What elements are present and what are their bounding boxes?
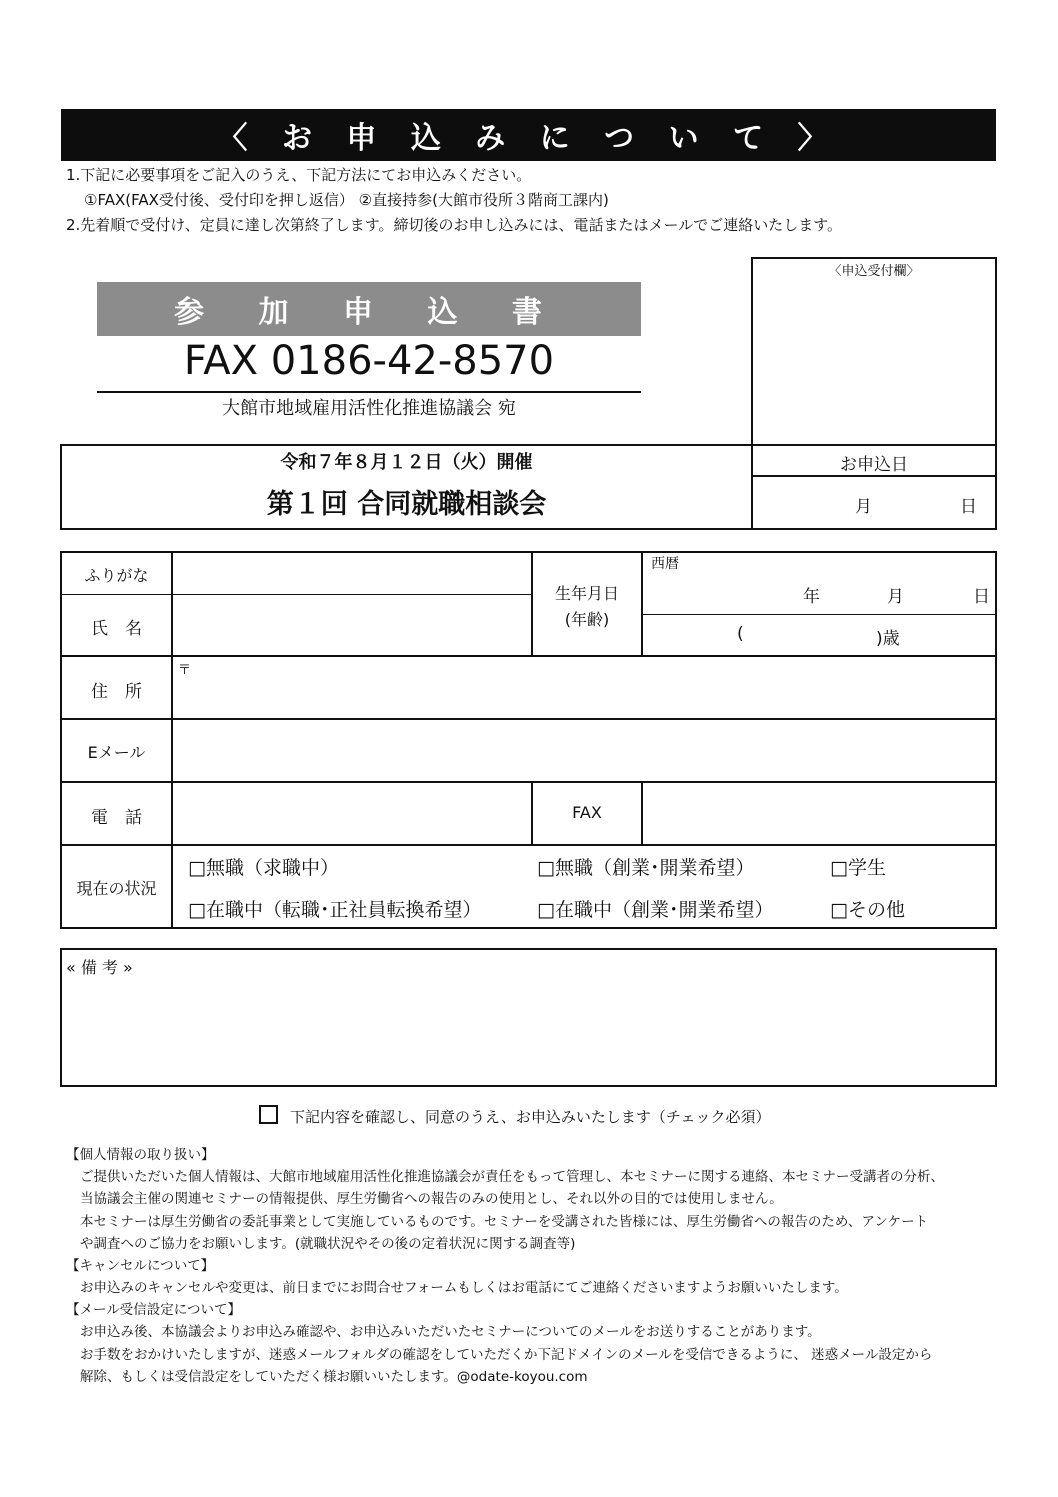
birth-label: 生年月日 [554,584,619,603]
status-option-employed-jobchange[interactable]: □在職中（転職･正社員転換希望） [188,899,482,921]
remarks-label: « 備 考 » [66,958,133,977]
divider [531,552,533,656]
apply-month-label: 月 [855,497,872,517]
intro-line-1: 1.下記に必要事項をご記入のうえ、下記方法にてお申込みください。 [66,166,532,184]
event-name: 第１回 合同就職相談会 [266,489,547,520]
age-input[interactable] [748,616,873,654]
name-label: 氏 名 [91,619,142,639]
mail-title: 【メール受信設定について】 [66,1302,241,1318]
furigana-input[interactable] [173,553,530,593]
age-open-paren: ( [737,624,744,644]
birth-day-label: 日 [973,587,990,607]
fax-label: FAX [572,803,602,822]
phone-input[interactable] [173,783,530,843]
privacy-title: 【個人情報の取り扱い】 [66,1147,215,1163]
intro-line-3: 2.先着順で受付け、定員に達し次第終了します。締切後のお申し込みには、電話またはメールでご連絡いたします。 [66,216,843,234]
privacy-text-2: 当協議会主催の関連セミナーの情報提供、厚生労働省への報告のみの使用とし、それ以外の目的では使用しません。 [80,1191,783,1207]
fax-input[interactable] [643,783,995,843]
phone-label: 電 話 [91,808,142,828]
remarks-input[interactable] [60,948,997,1087]
status-option-unemployed-startup[interactable]: □無職（創業･開業希望） [537,857,755,879]
divider [97,391,641,393]
address-label: 住 所 [91,682,142,702]
event-date: 令和７年８月１２日（火）開催 [280,452,533,473]
status-option-unemployed-jobseeking[interactable]: □無職（求職中） [188,857,339,879]
mail-text-2: お手数をおかけいたしますが、迷惑メールフォルダの確認をしていただくか下記ドメインのメールを受信できるように、 迷惑メール設定から [80,1347,933,1363]
status-option-other[interactable]: □その他 [830,899,905,921]
privacy-text-1: ご提供いただいた個人情報は、大館市地域雇用活性化推進協議会が責任をもって管理し、本セミナーに関する連絡、本セミナー受講者の分析、 [80,1169,944,1185]
consent-checkbox[interactable] [259,1105,278,1124]
address-input[interactable] [173,657,995,717]
postal-mark: 〒 [178,663,192,678]
apply-date-field[interactable] [752,477,996,529]
age-unit-label: )歳 [876,629,900,649]
form-title: 参 加 申 込 書 [97,282,641,336]
mail-text-3: 解除、もしくは受信設定をしていただく様お願いいたします。@odate-koyou.com [80,1369,588,1385]
status-option-student[interactable]: □学生 [830,857,886,879]
mail-text-1: お申込み後、本協議会よりお申込み確認や、お申込みいただいたセミナーについてのメールをお送りすることがあります。 [80,1324,821,1340]
consent-text: 下記内容を確認し、同意のうえ、お申込みいたします（チェック必須） [290,1108,771,1126]
cancel-text: お申込みのキャンセルや変更は、前日までにお問合せフォームもしくはお電話にてご連絡くださいますようお願いいたします。 [80,1280,848,1296]
privacy-text-3: 本セミナーは厚生労働省の委託事業として実施しているものです。セミナーを受講された皆様には、厚生労働省への報告のため、アンケート [80,1214,929,1230]
apply-day-label: 日 [960,497,977,517]
divider [61,594,531,595]
divider [641,614,996,615]
fax-number: FAX 0186-42-8570 [183,338,555,384]
intro-line-2: ①FAX(FAX受付後、受付印を押し返信） ②直接持参(大館市役所３階商工課内) [84,191,609,209]
birth-month-label: 月 [887,587,904,607]
birthdate-input[interactable] [643,553,995,613]
seireki-label: 西暦 [651,556,679,572]
status-option-employed-startup[interactable]: □在職中（創業･開業希望） [537,899,774,921]
reception-label: 〈申込受付欄〉 [828,264,920,279]
divider [61,844,996,846]
birth-year-label: 年 [803,587,820,607]
furigana-label: ふりがな [84,566,149,585]
name-input[interactable] [173,596,530,654]
privacy-text-4: や調査へのご協力をお願いします。(就職状況やその後の定着状況に関する調査等) [80,1236,576,1252]
status-label: 現在の状況 [76,879,157,898]
apply-date-label: お申込日 [840,455,908,475]
email-input[interactable] [173,720,995,780]
email-label: Eメール [87,743,146,762]
section-banner: 〈 お 申 込 み に つ い て 〉 [61,109,996,161]
addressee: 大館市地域雇用活性化推進協議会 宛 [222,398,516,419]
age-label: (年齢) [564,610,610,629]
cancel-title: 【キャンセルについて】 [66,1258,215,1274]
